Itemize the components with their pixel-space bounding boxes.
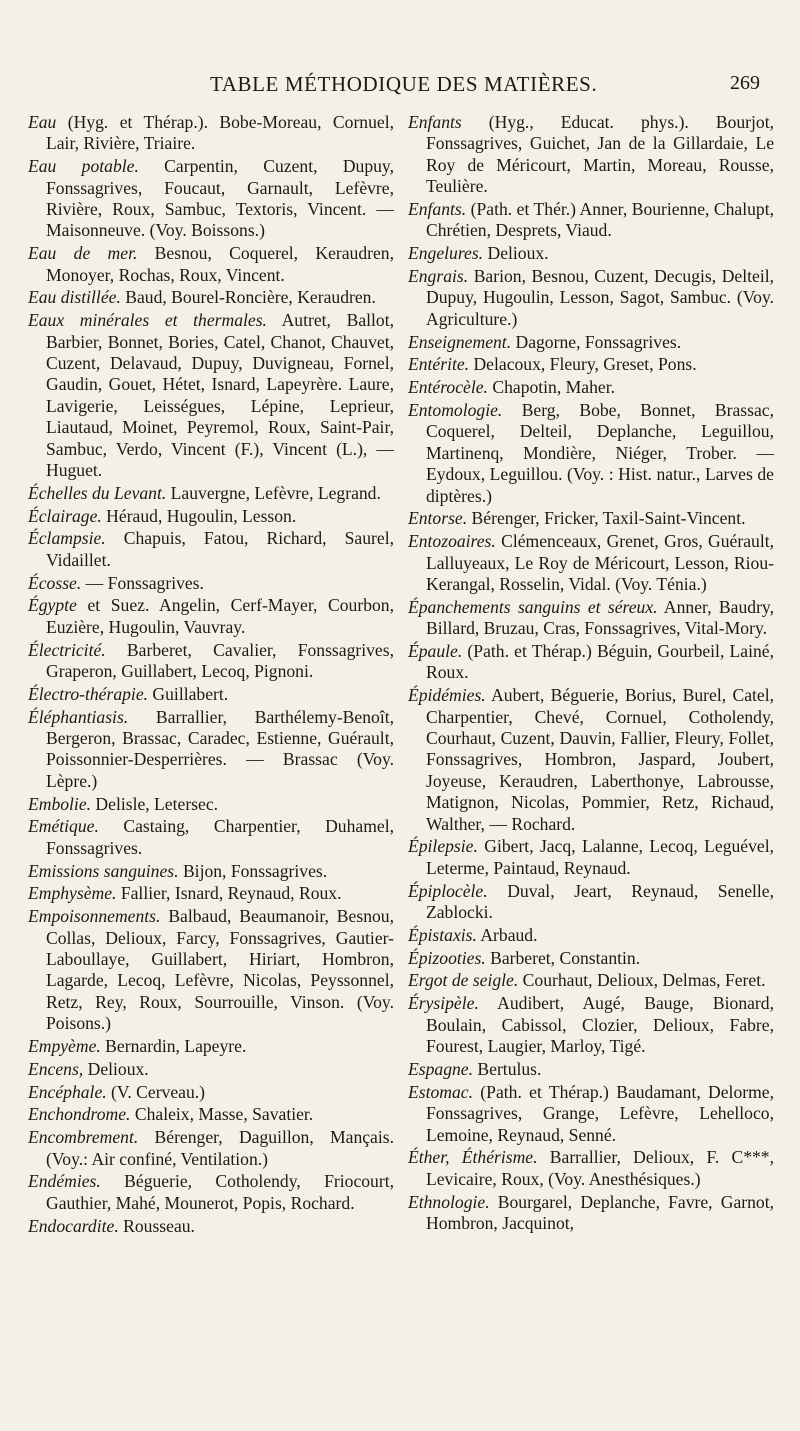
- index-references: Bijon, Fonssagrives.: [178, 860, 328, 881]
- index-references: et Suez. Angelin, Cerf-Mayer, Courbon, Euzière, Hugoulin, Vauvray.: [46, 595, 394, 637]
- index-term: Eau de mer.: [28, 243, 138, 264]
- index-entry: [408, 1059, 774, 1080]
- index-term: Échelles du Levant.: [28, 482, 167, 503]
- index-references: Arbaud.: [476, 924, 538, 945]
- index-term: Entorse.: [408, 508, 468, 529]
- index-term: Épiplocèle.: [408, 880, 488, 901]
- index-references: Courhaut, Delioux, Delmas, Feret.: [518, 970, 766, 991]
- page-number: 269: [730, 72, 760, 94]
- index-term: Épilepsie.: [408, 836, 478, 857]
- index-references: Aubert, Béguerie, Borius, Burel, Catel, Charpentier, Chevé, Cornuel, Cotholendy, Courhaut, Cuzent, Dauvin, Fallier, Fleury, Follet, Fonssagrives, Hombron, Jaspard, Joubert, Joyeuse, Keraudren, Laberthonye, Labrousse, Matignon, Nicolas, Pommier, Retz, Richaud, Walther, — Rochard.: [426, 685, 774, 834]
- index-references: Duval, Jeart, Reynaud, Senelle, Zablocki.: [426, 880, 774, 923]
- index-entry: [408, 641, 774, 684]
- index-entry: [28, 1082, 394, 1103]
- index-entry: [28, 1036, 394, 1057]
- index-references: Barrallier, Barthélemy-Benoît, Bergeron, Brassac, Caradec, Estienne, Guérault, Poissonnier-Desperrières. — Brassac (Voy. Lèpre.): [46, 706, 394, 791]
- index-entry: [28, 816, 394, 859]
- index-term: Enchondrome.: [28, 1104, 131, 1125]
- index-references: Anner, Baudry, Billard, Bruzau, Cras, Fonssagrives, Vital-Mory.: [426, 596, 774, 639]
- index-entry: [28, 243, 394, 286]
- index-term: Entérite.: [408, 354, 470, 375]
- index-references: (Path. et Thérap.) Béguin, Gourbeil, Lainé, Roux.: [426, 641, 774, 683]
- index-term: Engrais.: [408, 266, 469, 287]
- index-references: Fallier, Isnard, Reynaud, Roux.: [116, 883, 342, 904]
- index-entry: [408, 266, 774, 330]
- index-term: Embolie.: [28, 793, 92, 814]
- running-title: TABLE MÉTHODIQUE DES MATIÈRES.: [210, 72, 598, 96]
- index-term: Enseignement.: [408, 331, 512, 352]
- index-term: Emphysème.: [28, 883, 117, 904]
- index-references: Clémenceaux, Grenet, Gros, Guérault, Lalluyeaux, Le Roy de Méricourt, Lesson, Riou-Kerangal, Rosselin, Vidal. (Voy. Ténia.): [426, 531, 774, 595]
- index-references: Besnou, Coquerel, Keraudren, Monoyer, Rochas, Roux, Vincent.: [46, 243, 394, 285]
- index-term: Empoisonnements.: [28, 906, 161, 927]
- index-term: Éclampsie.: [28, 528, 106, 549]
- index-references: Delioux.: [483, 243, 549, 264]
- index-term: Espagne.: [408, 1058, 473, 1079]
- index-term: Électro-thérapie.: [28, 683, 149, 704]
- index-entry: [408, 925, 774, 946]
- index-term: Ergot de seigle.: [408, 970, 519, 991]
- index-term: Enfants.: [408, 199, 467, 220]
- index-entry: [408, 377, 774, 398]
- index-term: Encombrement.: [28, 1127, 139, 1148]
- index-references: Chaleix, Masse, Savatier.: [130, 1104, 314, 1125]
- index-entry: [28, 707, 394, 793]
- index-entry: [28, 1127, 394, 1170]
- index-references: Lauvergne, Lefèvre, Legrand.: [166, 482, 381, 503]
- index-entry: [408, 993, 774, 1057]
- index-references: Barrallier, Delioux, F. C***, Levicaire, Roux, (Voy. Anesthésiques.): [426, 1147, 774, 1189]
- index-references: Bérenger, Fricker, Taxil-Saint-Vincent.: [467, 508, 746, 529]
- index-entry: [408, 1082, 774, 1146]
- index-term: Endocardite.: [28, 1215, 119, 1236]
- index-references: Barberet, Constantin.: [485, 947, 641, 968]
- index-references: Héraud, Hugoulin, Lesson.: [101, 505, 297, 526]
- index-term: Emissions sanguines.: [28, 860, 179, 881]
- index-term: Empyème.: [28, 1036, 101, 1057]
- index-entry: [408, 354, 774, 375]
- index-references: Audibert, Augé, Bauge, Bionard, Boulain, Cabissol, Clozier, Delioux, Fabre, Fourest, Laugier, Marloy, Tigé.: [426, 993, 774, 1057]
- index-term: Épizooties.: [408, 947, 486, 968]
- index-term: Eau potable.: [28, 156, 139, 177]
- index-references: Béguerie, Cotholendy, Friocourt, Gauthier, Mahé, Mounerot, Popis, Rochard.: [46, 1171, 394, 1213]
- index-references: Barion, Besnou, Cuzent, Decugis, Delteil, Dupuy, Hugoulin, Lesson, Sagot, Sambuc. (Voy. Agriculture.): [426, 266, 774, 329]
- index-references: Bernardin, Lapeyre.: [100, 1036, 247, 1057]
- index-references: Barberet, Cavalier, Fonssagrives, Graperon, Guillabert, Lecoq, Pignoni.: [46, 639, 394, 682]
- index-entry: [408, 597, 774, 640]
- index-references: Castaing, Charpentier, Duhamel, Fonssagrives.: [46, 816, 394, 858]
- page-header: [0, 72, 800, 106]
- index-entry: [28, 1171, 394, 1214]
- index-references: Bourgarel, Deplanche, Favre, Garnot, Hombron, Jacquinot,: [426, 1191, 774, 1233]
- index-entry: [408, 1192, 774, 1235]
- index-entry: [28, 483, 394, 504]
- index-entry: [28, 156, 394, 242]
- index-entry: [28, 1059, 394, 1080]
- index-entry: [28, 287, 394, 308]
- index-references: Rousseau.: [118, 1215, 195, 1236]
- index-term: Encéphale.: [28, 1081, 107, 1102]
- index-term: Épanchements sanguins et séreux.: [408, 596, 658, 617]
- index-references: Delacoux, Fleury, Greset, Pons.: [469, 354, 697, 375]
- index-entry: [28, 506, 394, 527]
- index-term: Égypte: [28, 595, 77, 616]
- index-references: Bérenger, Daguillon, Mançais. (Voy.: Air confiné, Ventilation.): [46, 1127, 394, 1169]
- index-term: Épistaxis.: [408, 924, 477, 945]
- index-term: Entérocèle.: [408, 377, 488, 398]
- index-term: Épidémies.: [408, 685, 486, 706]
- index-references: Delioux.: [83, 1058, 149, 1079]
- index-entry: [28, 595, 394, 638]
- left-column: [28, 112, 394, 1238]
- index-entry: [408, 836, 774, 879]
- index-references: (Hyg. et Thérap.). Bobe-Moreau, Cornuel, Lair, Rivière, Triaire.: [46, 112, 394, 154]
- index-term: Éclairage.: [28, 505, 102, 526]
- index-entry: [28, 794, 394, 815]
- index-references: Baud, Bourel-Roncière, Keraudren.: [120, 287, 376, 308]
- index-term: Érysipèle.: [408, 993, 479, 1014]
- index-entry: [408, 332, 774, 353]
- index-term: Éther, Éthérisme.: [408, 1147, 538, 1168]
- index-entry: [408, 1147, 774, 1190]
- index-entry: [408, 685, 774, 835]
- index-term: Engelures.: [408, 243, 484, 264]
- index-references: Berg, Bobe, Bonnet, Brassac, Coquerel, Delteil, Deplanche, Leguillou, Martinenq, Mondière, Niéger, Trober. — Eydoux, Leguillou. (Voy. : Hist. natur., Larves de diptères.): [426, 400, 774, 506]
- index-references: (Hyg., Educat. phys.). Bourjot, Fonssagrives, Guichet, Jan de la Gillardaie, Le Roy de Méricourt, Martin, Moreau, Rousse, Teulière.: [426, 112, 774, 197]
- index-entry: [28, 310, 394, 481]
- index-references: (Path. et Thérap.) Baudamant, Delorme, Fonssagrives, Grange, Lefèvre, Lehelloco, Lemoine, Reynaud, Senné.: [426, 1081, 774, 1145]
- index-references: Guillabert.: [148, 683, 229, 704]
- index-entry: [408, 199, 774, 242]
- index-term: Estomac.: [408, 1081, 473, 1102]
- index-references: Autret, Ballot, Barbier, Bonnet, Bories, Catel, Chanot, Chauvet, Cuzent, Delavaud, Dupuy, Duvigneau, Fornel, Gaudin, Gouet, Hétet, Isnard, Lapeyrère. Laure, Lavigerie, Leisségues, Lépine, Leprieur, Liautaud, Moinet, Peyremol, Roux, Saint-Pair, Sambuc, Verdo, Vincent (F.), Vincent (L.), — Huguet.: [46, 310, 394, 481]
- index-entry: [28, 112, 394, 155]
- index-term: Épaule.: [408, 641, 463, 662]
- index-term: Entozoaires.: [408, 531, 496, 552]
- index-entry: [28, 1104, 394, 1125]
- index-references: Carpentin, Cuzent, Dupuy, Fonssagrives, Foucaut, Garnault, Lefèvre, Rivière, Roux, Sambuc, Textoris, Vincent. — Maisonneuve. (Voy. Boissons.): [46, 156, 394, 241]
- index-references: Chapotin, Maher.: [487, 377, 616, 398]
- index-references: Chapuis, Fatou, Richard, Saurel, Vidaillet.: [46, 528, 394, 570]
- index-entry: [408, 881, 774, 924]
- index-term: Endémies.: [28, 1171, 101, 1192]
- index-references: Gibert, Jacq, Lalanne, Lecoq, Leguével, Letermе, Paintaud, Reynaud.: [426, 836, 774, 878]
- index-references: Delisle, Letersec.: [91, 793, 219, 814]
- index-entry: [408, 948, 774, 969]
- index-entry: [28, 861, 394, 882]
- index-entry: [408, 400, 774, 507]
- index-entry: [28, 640, 394, 683]
- index-term: Emétique.: [28, 816, 99, 837]
- index-term: Encens,: [28, 1058, 84, 1079]
- index-references: (Path. et Thér.) Anner, Bourienne, Chalupt, Chrétien, Desprets, Viaud.: [426, 199, 774, 241]
- index-entry: [28, 573, 394, 594]
- index-references: Balbaud, Beaumanoir, Besnou, Collas, Delioux, Farcy, Fonssagrives, Gautier-Laboullaye, Guillabert, Hiriart, Hombron, Lagarde, Lecoq, Lefèvre, Nicolas, Peyssonnel, Retz, Rey, Roux, Sourrouille, Vinson. (Voy. Poisons.): [46, 906, 394, 1034]
- index-entry: [408, 531, 774, 595]
- index-term: Entomologie.: [408, 400, 503, 421]
- index-references: (V. Cerveau.): [106, 1081, 206, 1102]
- index-entry: [28, 906, 394, 1034]
- index-entry: [408, 508, 774, 529]
- index-term: Eau distillée.: [28, 287, 121, 308]
- index-term: Ethnologie.: [408, 1191, 490, 1212]
- index-entry: [408, 112, 774, 198]
- index-entry: [28, 528, 394, 571]
- index-references: — Fonssagrives.: [81, 572, 204, 593]
- index-entry: [28, 684, 394, 705]
- index-term: Électricité.: [28, 639, 106, 660]
- index-term: Éléphantiasis.: [28, 706, 129, 727]
- index-term: Eau: [28, 112, 57, 132]
- index-references: Bertulus.: [473, 1058, 542, 1079]
- index-term: Eaux minérales et thermales.: [28, 310, 267, 331]
- index-term: Enfants: [408, 112, 462, 132]
- index-references: Dagorne, Fonssagrives.: [511, 331, 682, 352]
- index-entry: [408, 970, 774, 991]
- index-entry: [28, 1216, 394, 1237]
- right-column: [408, 112, 774, 1236]
- index-entry: [28, 883, 394, 904]
- index-term: Écosse.: [28, 572, 82, 593]
- index-entry: [408, 243, 774, 264]
